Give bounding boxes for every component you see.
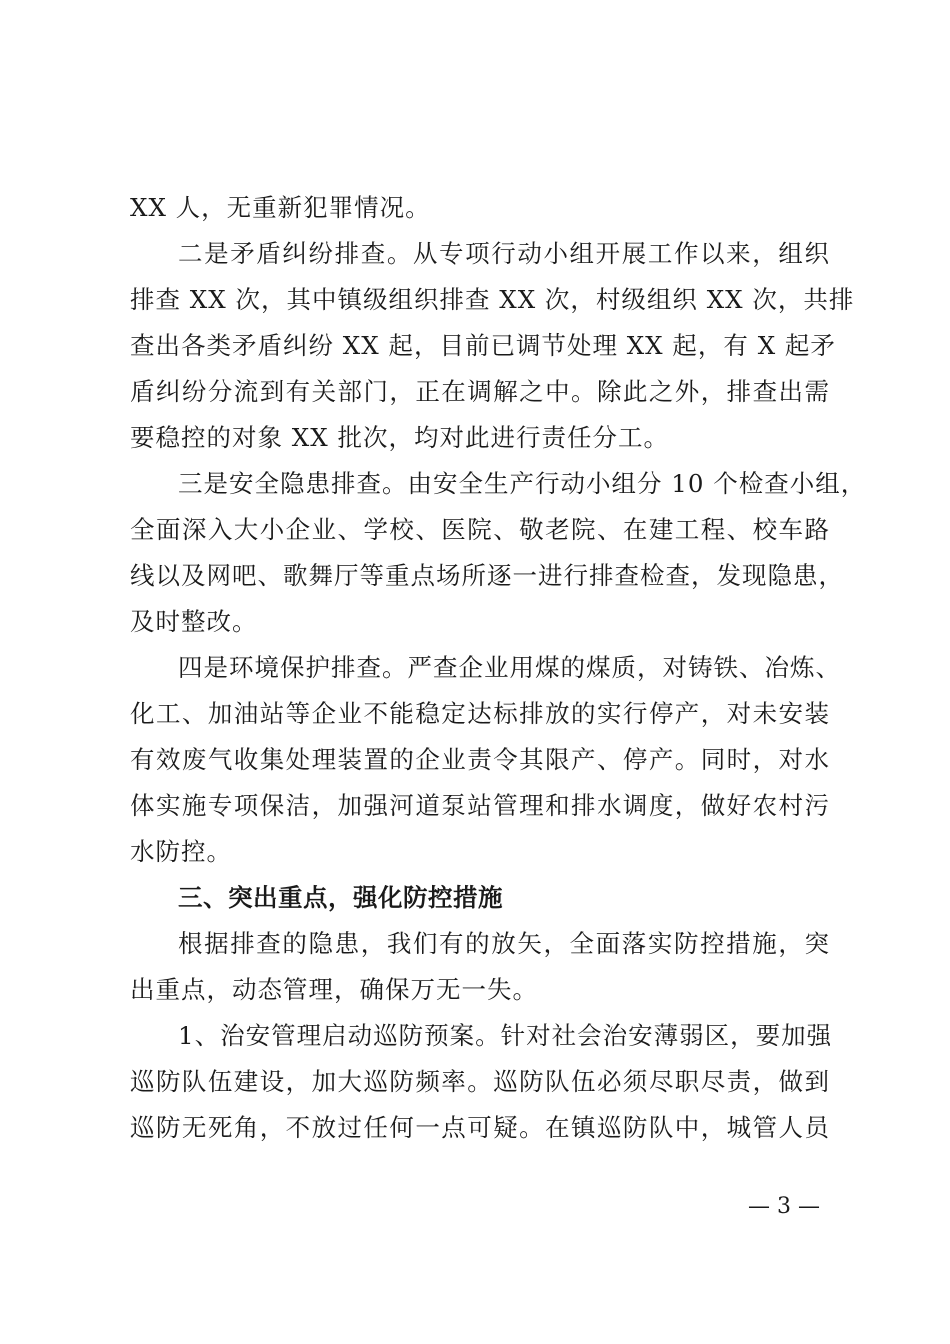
paragraph-line: XX 人，无重新犯罪情况。 [130,193,431,222]
paragraph-line: 根据排查的隐患，我们有的放矢，全面落实防控措施，突 [178,929,830,958]
paragraph-line: 体实施专项保洁，加强河道泵站管理和排水调度，做好农村污 [130,791,830,820]
paragraph-line: 巡防队伍建设，加大巡防频率。巡防队伍必须尽职尽责，做到 [130,1067,830,1096]
paragraph-line: 巡防无死角，不放过任何一点可疑。在镇巡防队中，城管人员 [130,1113,830,1142]
paragraph-line: 全面深入大小企业、学校、医院、敬老院、在建工程、校车路 [130,515,830,544]
paragraph-line: 出重点，动态管理，确保万无一失。 [130,975,538,1004]
section-heading: 三、突出重点，强化防控措施 [178,883,503,912]
paragraph-line: 要稳控的对象 XX 批次，均对此进行责任分工。 [130,423,669,452]
paragraph-line: 查出各类矛盾纠纷 XX 起，目前已调节处理 XX 起，有 X 起矛 [130,331,836,360]
paragraph-line: 排查 XX 次，其中镇级组织排查 XX 次，村级组织 XX 次，共排 [130,285,855,314]
page-number: — 3 — [748,1194,820,1219]
paragraph-line: 1、治安管理启动巡防预案。针对社会治安薄弱区，要加强 [178,1021,833,1050]
paragraph-line: 线以及网吧、歌舞厅等重点场所逐一进行排查检查，发现隐患， [130,561,844,590]
paragraph-line: 二是矛盾纠纷排查。从专项行动小组开展工作以来，组织 [178,239,830,268]
paragraph-line: 及时整改。 [130,607,258,636]
paragraph-line: 水防控。 [130,837,232,866]
paragraph-line: 盾纠纷分流到有关部门，正在调解之中。除此之外，排查出需 [130,377,830,406]
paragraph-line: 三是安全隐患排查。由安全生产行动小组分 10 个检查小组， [178,469,867,498]
paragraph-line: 化工、加油站等企业不能稳定达标排放的实行停产，对未安装 [130,699,830,728]
paragraph-line: 有效废气收集处理装置的企业责令其限产、停产。同时，对水 [130,745,830,774]
paragraph-line: 四是环境保护排查。严查企业用煤的煤质，对铸铁、冶炼、 [178,653,841,682]
